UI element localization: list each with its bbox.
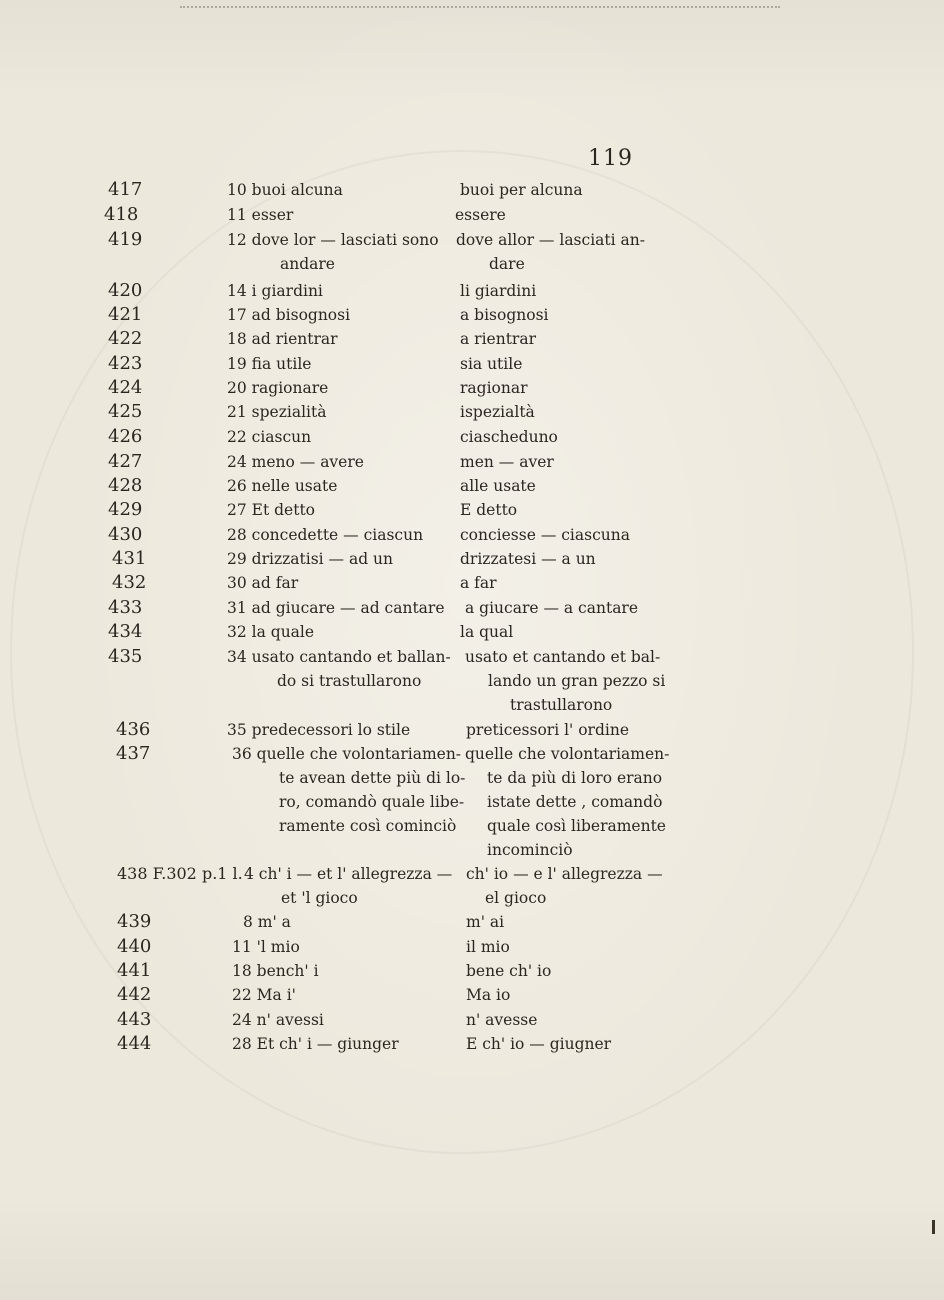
original-reading-continued: et 'l gioco — [281, 889, 358, 907]
line-number: 437 — [116, 743, 151, 764]
variant-reading: preticessori l' ordine — [466, 721, 629, 739]
line-number: 438 F.302 p.1 l. — [117, 864, 243, 883]
page-edge-mark — [932, 1220, 935, 1234]
variant-reading-continued: quale così liberamente — [487, 817, 666, 835]
original-reading: 12 dove lor — lasciati sono — [227, 231, 439, 249]
variant-reading: n' avesse — [466, 1011, 538, 1029]
original-reading: 31 ad giucare — ad cantare — [227, 599, 445, 617]
original-reading: 22 Ma i' — [232, 986, 296, 1004]
variant-reading: usato et cantando et bal- — [465, 648, 661, 666]
original-reading: 22 ciascun — [227, 428, 312, 446]
variant-reading-continued: incominciò — [487, 841, 573, 859]
variant-reading: ciascheduno — [460, 428, 558, 446]
line-number: 418 — [104, 204, 139, 225]
original-reading: 19 fia utile — [227, 355, 312, 373]
original-reading: 27 Et detto — [227, 501, 316, 519]
page-top-edge — [180, 0, 780, 8]
line-number: 429 — [108, 499, 143, 520]
original-reading: 11 'l mio — [232, 938, 300, 956]
variant-reading: drizzatesi — a un — [460, 550, 596, 568]
original-reading: 17 ad bisognosi — [227, 306, 351, 324]
variant-reading: a far — [460, 574, 497, 592]
original-reading: 28 Et ch' i — giunger — [232, 1035, 399, 1053]
original-reading-continued: andare — [280, 255, 335, 273]
original-reading: 10 buoi alcuna — [227, 181, 343, 199]
line-number: 419 — [108, 229, 143, 250]
variant-reading-continued: el gioco — [485, 889, 547, 907]
line-number: 440 — [117, 936, 152, 957]
line-number: 421 — [108, 304, 143, 325]
original-reading: 8 m' a — [243, 913, 291, 931]
variant-reading: a bisognosi — [460, 306, 549, 324]
original-reading-continued: do si trastullarono — [277, 672, 422, 690]
original-reading: 18 bench' i — [232, 962, 319, 980]
original-reading: 30 ad far — [227, 574, 299, 592]
line-number: 439 — [117, 911, 152, 932]
line-number: 428 — [108, 475, 143, 496]
original-reading: 28 concedette — ciascun — [227, 526, 424, 544]
page-number: 119 — [588, 146, 633, 171]
line-number: 432 — [112, 572, 147, 593]
line-number: 441 — [117, 960, 152, 981]
variant-reading: buoi per alcuna — [460, 181, 583, 199]
variant-reading: ragionar — [460, 379, 528, 397]
original-reading: 21 spezialità — [227, 403, 327, 421]
variant-reading: conciesse — ciascuna — [460, 526, 630, 544]
variant-reading-continued: trastullarono — [510, 696, 613, 714]
variant-reading: dove allor — lasciati an- — [456, 231, 645, 249]
variant-reading: sia utile — [460, 355, 523, 373]
line-number: 433 — [108, 597, 143, 618]
line-number: 443 — [117, 1009, 152, 1030]
line-number: 434 — [108, 621, 143, 642]
original-reading: 11 esser — [227, 206, 294, 224]
line-number: 435 — [108, 646, 143, 667]
original-reading: 4 ch' i — et l' allegrezza — — [244, 865, 453, 883]
line-number: 422 — [108, 328, 143, 349]
original-reading: 29 drizzatisi — ad un — [227, 550, 394, 568]
variant-reading: E ch' io — giugner — [466, 1035, 612, 1053]
variant-reading: m' ai — [466, 913, 505, 931]
original-reading: 24 n' avessi — [232, 1011, 324, 1029]
original-reading: 34 usato cantando et ballan- — [227, 648, 451, 666]
original-reading-continued: ro, comandò quale libe- — [279, 793, 465, 811]
original-reading: 18 ad rientrar — [227, 330, 338, 348]
line-number: 420 — [108, 280, 143, 301]
variant-reading: li giardini — [460, 282, 537, 300]
original-reading-continued: te avean dette più di lo- — [279, 769, 466, 787]
variant-reading: quelle che volontariamen- — [465, 745, 670, 763]
variant-reading: E detto — [460, 501, 518, 519]
line-number: 436 — [116, 719, 151, 740]
original-reading: 32 la quale — [227, 623, 315, 641]
variant-reading-continued: te da più di loro erano — [487, 769, 663, 787]
variant-reading: il mio — [466, 938, 510, 956]
variant-reading: a giucare — a cantare — [465, 599, 639, 617]
original-reading: 14 i giardini — [227, 282, 323, 300]
line-number: 424 — [108, 377, 143, 398]
line-number: 423 — [108, 353, 143, 374]
original-reading: 26 nelle usate — [227, 477, 338, 495]
line-number: 431 — [112, 548, 147, 569]
line-number: 442 — [117, 984, 152, 1005]
variant-reading: la qual — [460, 623, 514, 641]
variant-reading: ispezialtà — [460, 403, 535, 421]
line-number: 427 — [108, 451, 143, 472]
variant-reading: essere — [455, 206, 506, 224]
original-reading-continued: ramente così cominciò — [279, 817, 457, 835]
line-number: 417 — [108, 179, 143, 200]
variant-reading-continued: dare — [489, 255, 525, 273]
variant-reading-continued: lando un gran pezzo si — [488, 672, 666, 690]
original-reading: 35 predecessori lo stile — [227, 721, 411, 739]
variant-reading: alle usate — [460, 477, 536, 495]
variant-reading: bene ch' io — [466, 962, 552, 980]
line-number: 444 — [117, 1033, 152, 1054]
original-reading: 24 meno — avere — [227, 453, 364, 471]
variant-reading: men — aver — [460, 453, 554, 471]
variant-reading: ch' io — e l' allegrezza — — [466, 865, 663, 883]
variant-reading: Ma io — [466, 986, 511, 1004]
line-number: 430 — [108, 524, 143, 545]
original-reading: 36 quelle che volontariamen- — [232, 745, 462, 763]
variant-reading: a rientrar — [460, 330, 536, 348]
line-number: 426 — [108, 426, 143, 447]
original-reading: 20 ragionare — [227, 379, 329, 397]
line-number: 425 — [108, 401, 143, 422]
variant-reading-continued: istate dette , comandò — [487, 793, 663, 811]
